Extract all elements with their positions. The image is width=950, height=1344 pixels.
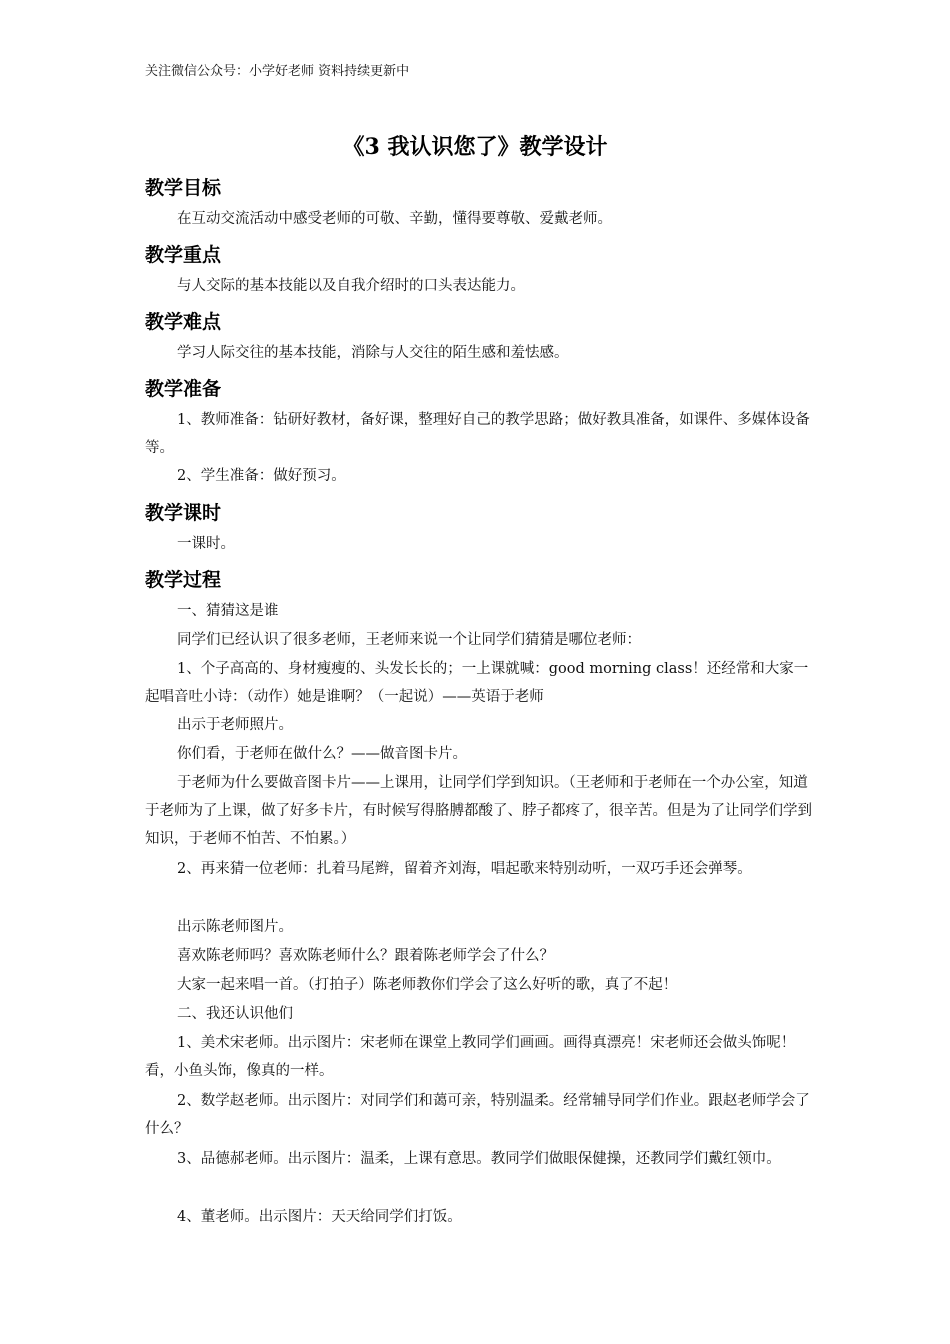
hours-text: 一课时。 (177, 536, 235, 552)
difficulty-text: 学习人际交往的基本技能，消除与人交往的陌生感和羞怯感。 (177, 345, 569, 361)
process-paragraph: 2、再来猜一位老师：扎着马尾辫，留着齐刘海，唱起歌来特别动听，一双巧手还会弹琴。 (177, 861, 752, 877)
process-paragraph: 1、美术宋老师。出示图片：宋老师在课堂上教同学们画画。画得真漂亮！宋老师还会做头饰呢！看，小鱼头饰，像真的一样。 (145, 1035, 796, 1079)
heading-goal: 教学目标 (145, 177, 222, 199)
heading-difficulty: 教学难点 (145, 311, 222, 333)
process-paragraph: 出示陈老师图片。 (177, 919, 293, 935)
process-paragraph: 大家一起来唱一首。（打拍子）陈老师教你们学会了这么好听的歌，真了不起！ (177, 977, 678, 993)
process-paragraph: 喜欢陈老师吗？喜欢陈老师什么？跟着陈老师学会了什么？ (177, 948, 554, 964)
process-paragraph: 于老师为什么要做音图卡片——上课用，让同学们学到知识。（王老师和于老师在一个办公室，知道于老师为了上课，做了好多卡片，有时候写得胳膊都酸了、脖子都疼了，很辛苦。但是为了让同学们学到知识，于老师不怕苦、不怕累。） (145, 775, 812, 847)
heading-key: 教学重点 (145, 244, 222, 266)
prep-item: 1、教师准备：钻研好教材，备好课，整理好自己的教学思路；做好教具准备，如课件、多媒体设备等。 (145, 412, 810, 456)
header-note: 关注微信公众号：小学好老师 资料持续更新中 (145, 64, 410, 79)
process-paragraph: 二、我还认识他们 (177, 1006, 293, 1022)
process-paragraph: 你们看，于老师在做什么？——做音图卡片。 (177, 746, 467, 762)
process-paragraph: 2、数学赵老师。出示图片：对同学们和蔼可亲，特别温柔。经常辅导同学们作业。跟赵老师学会了什么？ (145, 1093, 810, 1137)
goal-text: 在互动交流活动中感受老师的可敬、辛勤，懂得要尊敬、爱戴老师。 (177, 211, 612, 227)
prep-item: 2、学生准备：做好预习。 (177, 468, 346, 484)
process-paragraph: 一、猜猜这是谁 (177, 603, 279, 619)
process-paragraph: 4、董老师。出示图片：天天给同学们打饭。 (177, 1209, 462, 1225)
document-title: 《3 我认识您了》教学设计 (342, 134, 608, 160)
process-paragraph: 3、品德郝老师。出示图片：温柔，上课有意思。教同学们做眼保健操，还教同学们戴红领巾。 (177, 1151, 781, 1167)
process-paragraph: 出示于老师照片。 (177, 717, 293, 733)
key-text: 与人交际的基本技能以及自我介绍时的口头表达能力。 (177, 278, 525, 294)
process-paragraph: 同学们已经认识了很多老师，王老师来说一个让同学们猜猜是哪位老师： (177, 632, 641, 648)
heading-hours: 教学课时 (145, 502, 222, 524)
process-paragraph: 1、个子高高的、身材瘦瘦的、头发长长的；一上课就喊：good morning class！还经常和大家一起唱音吐小诗：（动作）她是谁啊？（一起说）——英语于老师 (145, 661, 809, 705)
heading-process: 教学过程 (145, 569, 222, 591)
heading-prep: 教学准备 (145, 378, 222, 400)
